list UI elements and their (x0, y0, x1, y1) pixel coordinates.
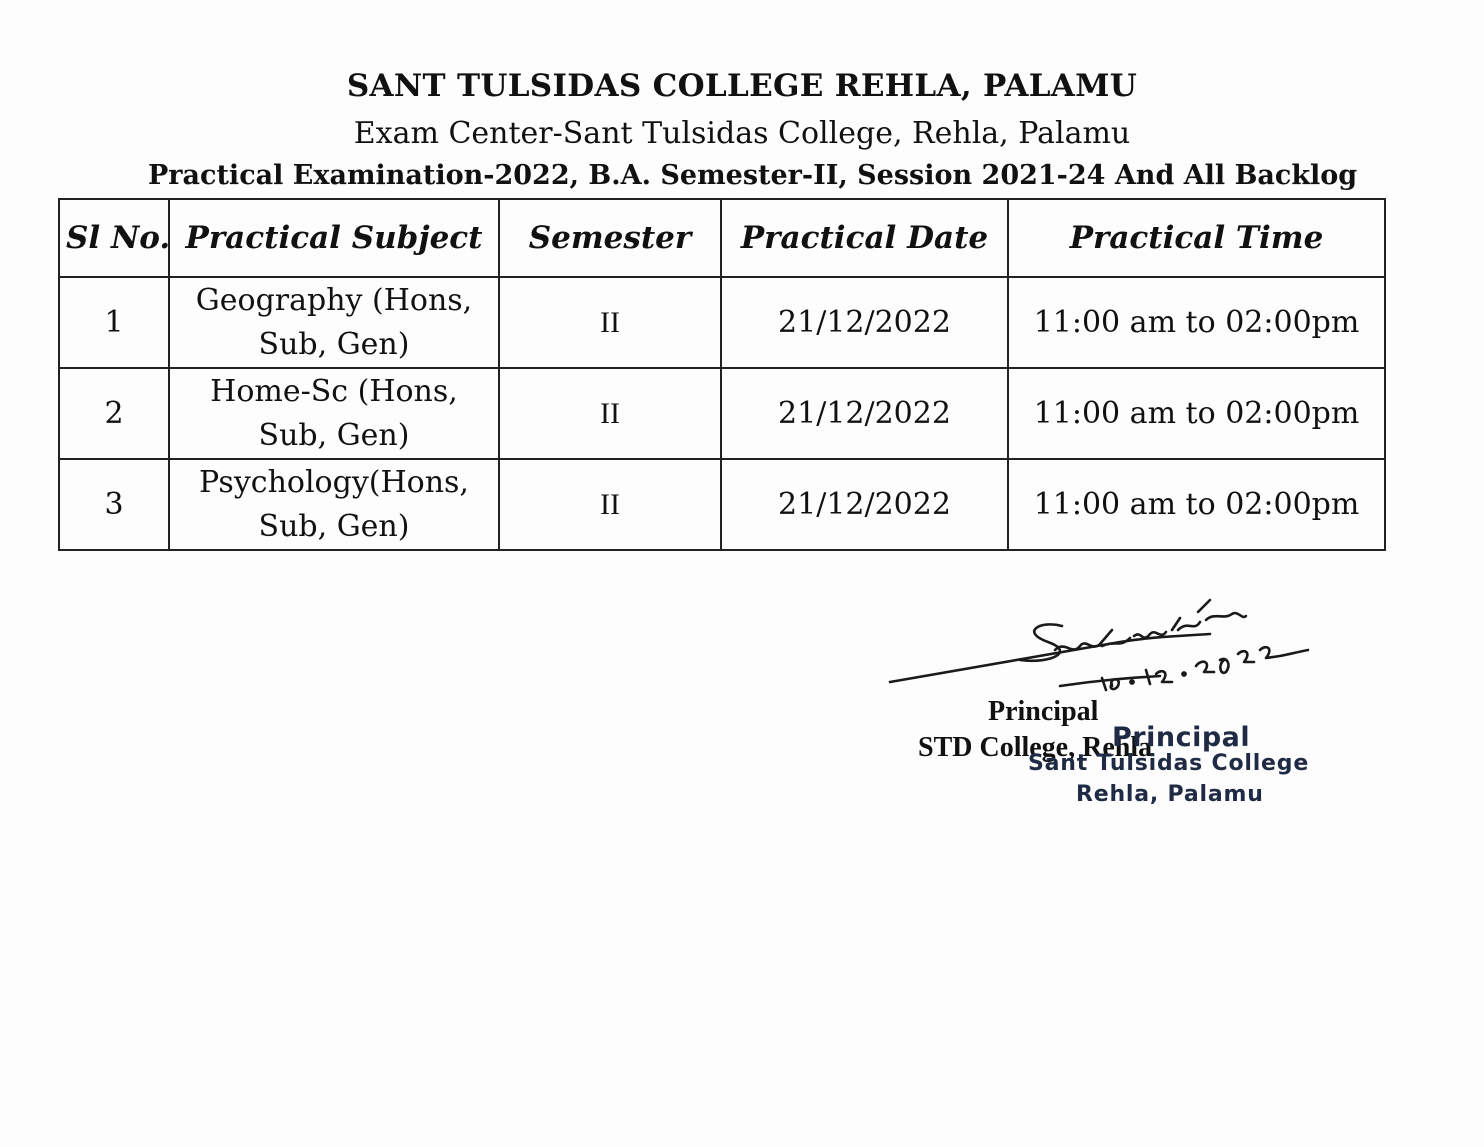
header-semester: Semester (499, 199, 721, 277)
cell-subject (169, 459, 499, 550)
cell-subject (169, 277, 499, 368)
cell-time: 11:00 am to 02:00pm (1008, 277, 1385, 368)
header-sl-no: Sl No. (59, 199, 169, 277)
subject-line: Sub, Gen) (258, 417, 410, 453)
cell-semester: II (499, 368, 721, 459)
practical-schedule-table (58, 198, 1386, 551)
cell-semester: II (499, 277, 721, 368)
cell-sl-no: 1 (59, 277, 169, 368)
cell-time: 11:00 am to 02:00pm (1008, 459, 1385, 550)
cell-subject (169, 368, 499, 459)
cell-sl-no: 2 (59, 368, 169, 459)
handwritten-signature (880, 590, 1340, 700)
stamp-title: Principal (1112, 722, 1251, 753)
college-title: SANT TULSIDAS COLLEGE REHLA, PALAMU (346, 68, 1138, 104)
principal-stamp (1010, 722, 1340, 807)
header-practical-date: Practical Date (721, 199, 1008, 277)
subject-line: Sub, Gen) (258, 508, 410, 544)
principal-designation: Principal (988, 696, 1099, 727)
header-practical-subject: Practical Subject (169, 199, 499, 277)
college-name-signature: STD College, Rehla (918, 732, 1153, 763)
subject-line: Geography (Hons, (195, 283, 473, 318)
cell-date: 21/12/2022 (721, 277, 1008, 368)
stamp-location: Rehla, Palamu (1076, 782, 1264, 807)
stamp-college: Sant Tulsidas College (1028, 751, 1310, 776)
subject-line: Home-Sc (Hons, (210, 374, 458, 409)
cell-time: 11:00 am to 02:00pm (1008, 368, 1385, 459)
signature-block (880, 590, 1340, 850)
cell-date: 21/12/2022 (721, 459, 1008, 550)
table-header-row (59, 199, 1385, 277)
cell-semester: II (499, 459, 721, 550)
cell-date: 21/12/2022 (721, 368, 1008, 459)
table-row (59, 459, 1385, 550)
header-practical-time: Practical Time (1008, 199, 1385, 277)
table-row (59, 368, 1385, 459)
cell-sl-no: 3 (59, 459, 169, 550)
subject-line: Sub, Gen) (258, 326, 410, 362)
subject-line: Psychology(Hons, (199, 465, 469, 500)
exam-title-line: Practical Examination-2022, B.A. Semester-II, Session 2021-24 And All Backlog (148, 160, 1358, 191)
table-row (59, 277, 1385, 368)
exam-center-line: Exam Center-Sant Tulsidas College, Rehla, Palamu (353, 116, 1131, 151)
